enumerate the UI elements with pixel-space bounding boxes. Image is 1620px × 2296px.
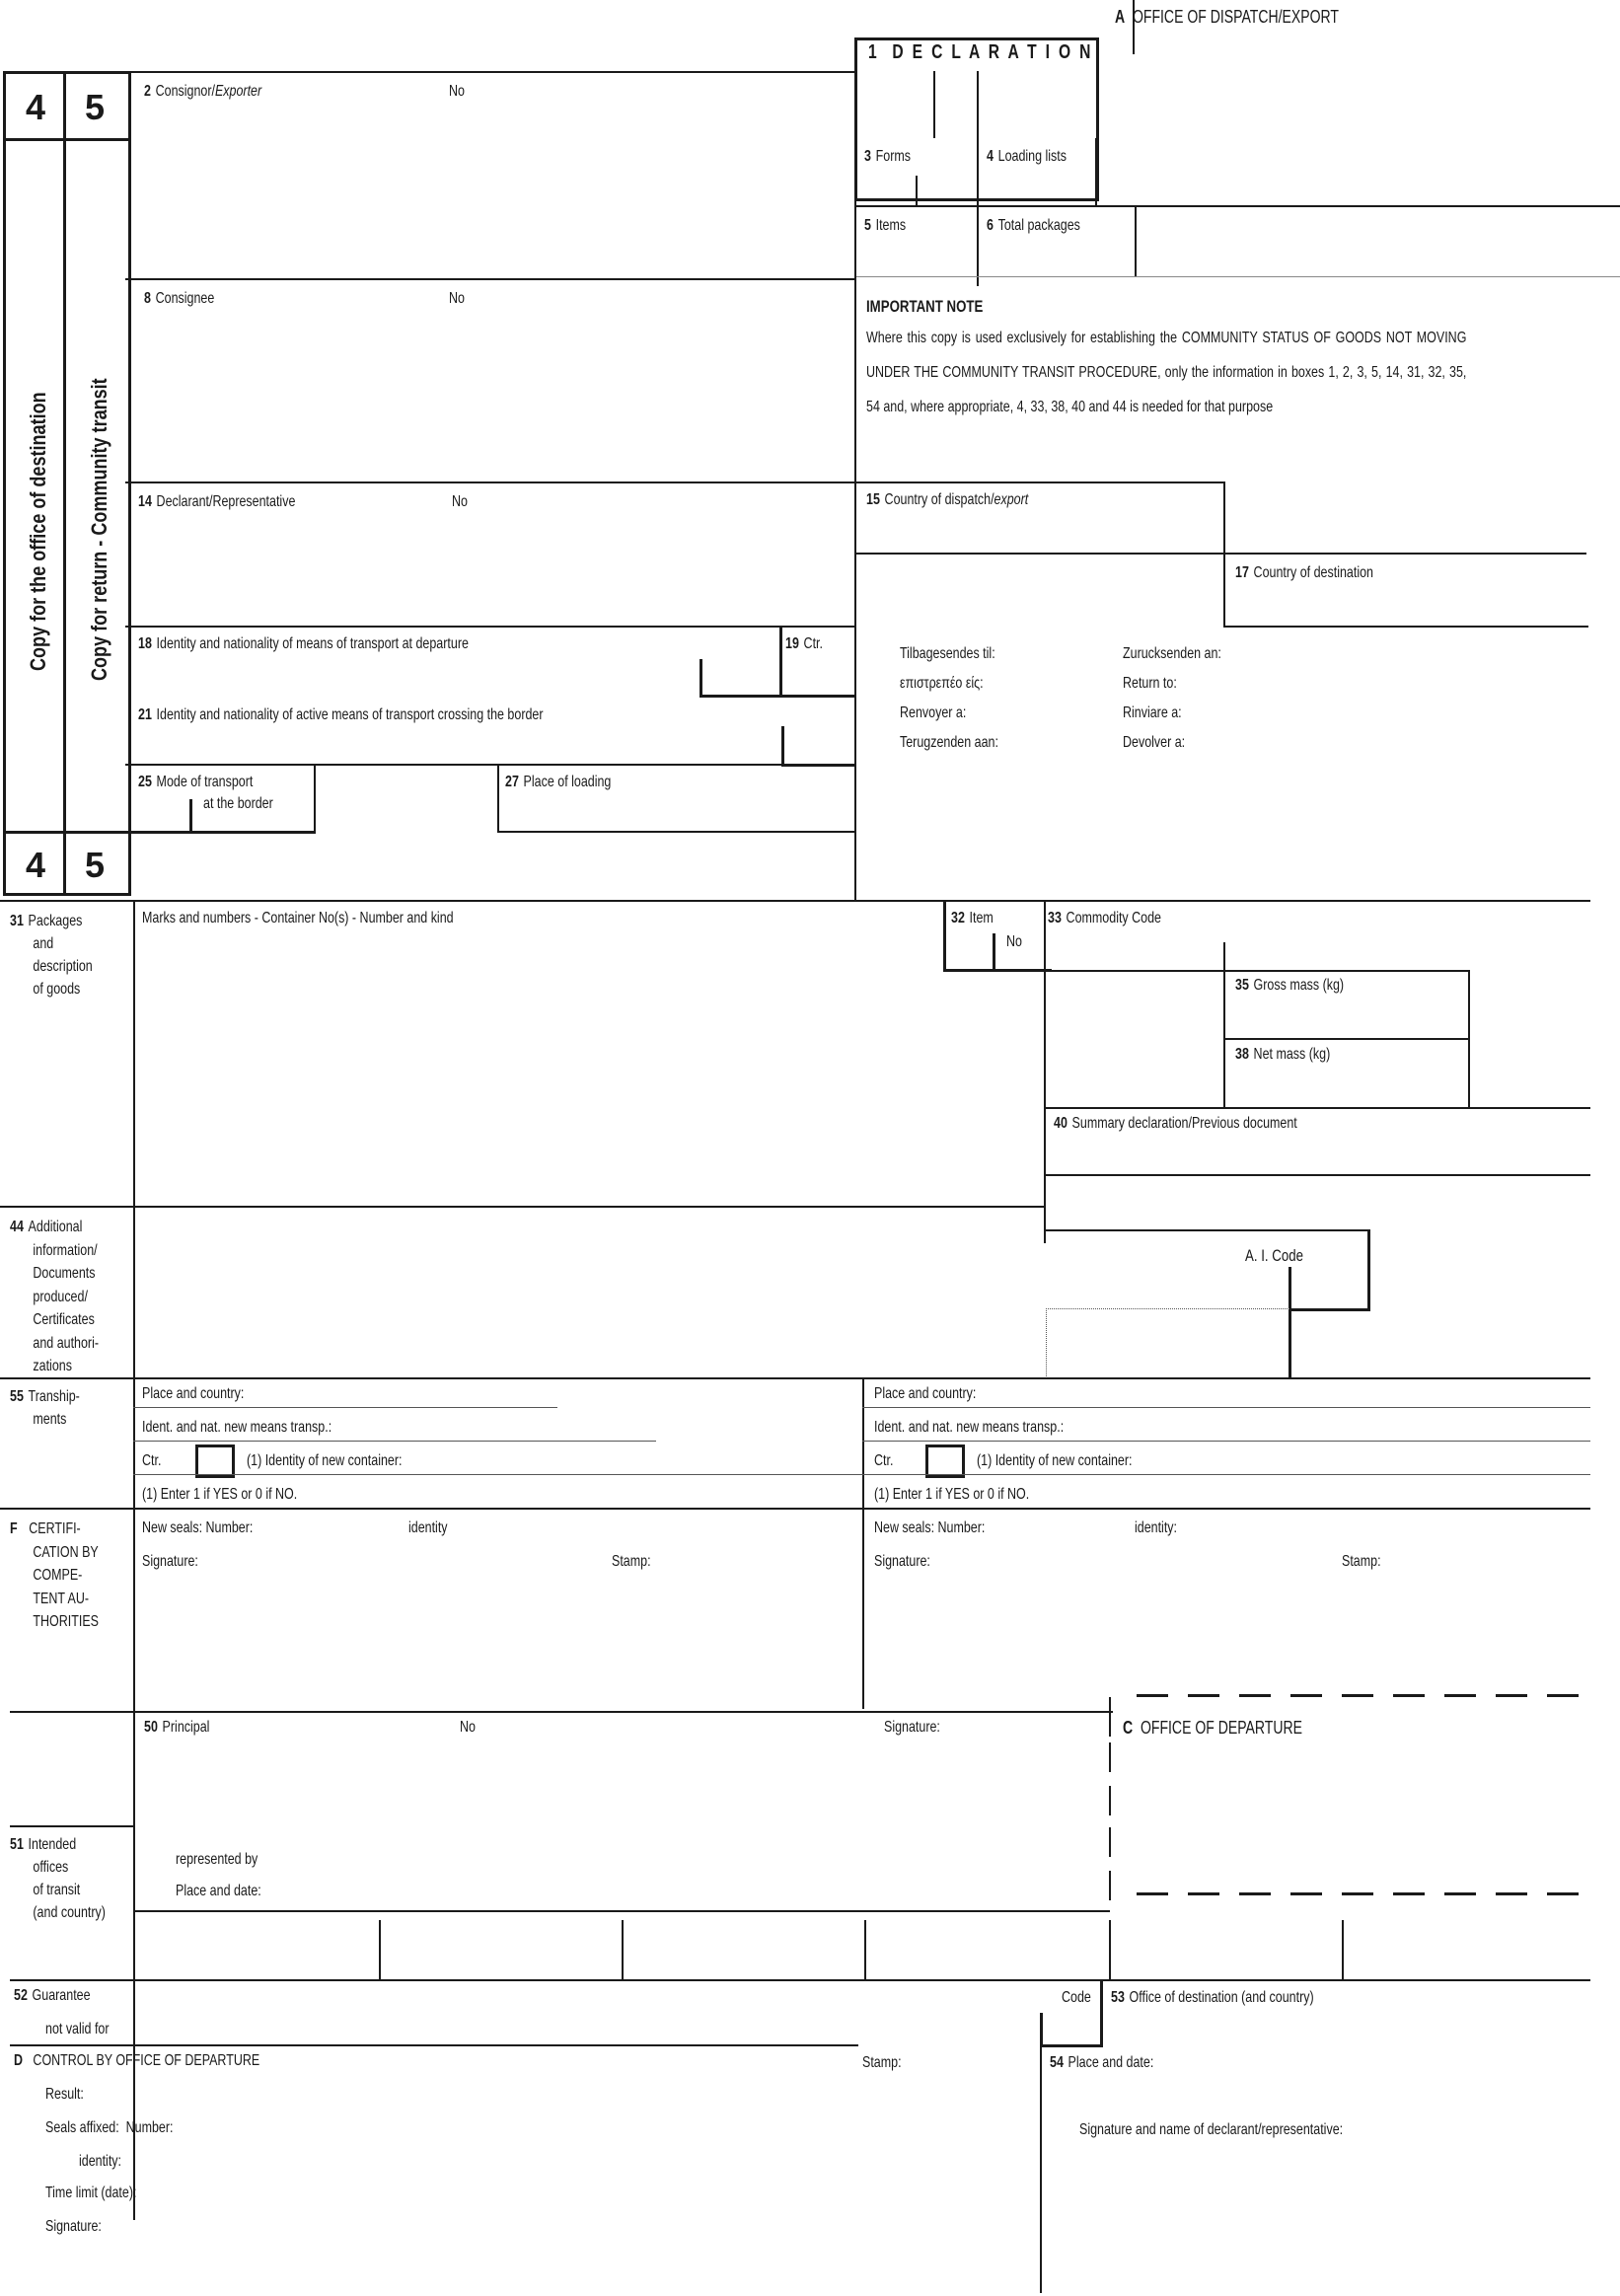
box-50-no: No <box>460 1719 476 1736</box>
divider <box>125 481 1225 483</box>
box-54-label: 54 Place and date: <box>1050 2054 1154 2071</box>
box-50-label: 50 Principal <box>144 1719 210 1736</box>
return-to-col2 <box>1123 639 1221 758</box>
box-50-represented: represented by <box>176 1851 258 1868</box>
box-44-label: 44 Additional information/ Documents produced/ Certificates and authori- zations <box>10 1219 100 1374</box>
box-d-identity: identity: <box>79 2153 122 2170</box>
box-d-time-limit: Time limit (date): <box>45 2185 137 2201</box>
divider <box>0 900 1590 902</box>
divider <box>125 278 855 280</box>
cert-right-seals: New seals: Number: <box>874 1519 986 1536</box>
box-4-label: 4 Loading lists <box>987 148 1068 165</box>
box-40-label: 40 Summary declaration/Previous document <box>1054 1115 1297 1132</box>
divider <box>189 799 192 833</box>
return-to-fr: Renvoyer a: <box>900 704 967 721</box>
divider <box>1223 481 1225 628</box>
copy-5-label: Copy for return - Community transit <box>87 378 111 681</box>
copy-5-number-bottom: 5 <box>84 845 106 885</box>
divider <box>1095 138 1097 207</box>
tranship-left-container: (1) Identity of new container: <box>247 1452 403 1469</box>
return-to-en: Return to: <box>1123 675 1177 692</box>
divider <box>1367 1229 1370 1310</box>
box-33-label: 33 Commodity Code <box>1048 910 1161 926</box>
divider <box>700 659 702 697</box>
return-to-es: Devolver a: <box>1123 734 1186 751</box>
divider <box>0 1206 1046 1208</box>
divider <box>133 1474 863 1475</box>
tranship-left-note: (1) Enter 1 if YES or 0 if NO. <box>142 1486 298 1503</box>
dashed-divider <box>1137 1892 1590 1895</box>
divider <box>993 933 995 971</box>
divider <box>125 764 855 766</box>
divider <box>125 626 855 628</box>
tranship-right-place: Place and country: <box>874 1385 977 1402</box>
divider <box>700 695 855 698</box>
box-53-label: 53 Office of destination (and country) <box>1111 1989 1314 2006</box>
tranship-right-note: (1) Enter 1 if YES or 0 if NO. <box>874 1486 1030 1503</box>
important-note-text: Where this copy is used exclusively for establishing the COMMUNITY STATUS OF GOODS NOT MOVING UNDER THE COMMUNITY TRANSIT PROCEDURE, only the information in boxes 1, 2, 3, 5, 14, 31, 32, 35, 54 and, where appropriate, 4, 33, 38, 40 and 44 is needed for that purpose <box>866 330 1467 415</box>
box-5-label: 5 Items <box>864 217 907 234</box>
box-25-label: 25 Mode of transport <box>138 774 254 790</box>
box-32-label: 32 Item <box>951 910 994 926</box>
divider <box>1223 942 1225 1108</box>
box-21-label: 21 Identity and nationality of active means of transport crossing the border <box>138 706 544 723</box>
divider <box>3 138 128 141</box>
divider <box>379 1920 381 1979</box>
divider <box>943 969 1052 972</box>
divider <box>125 71 855 73</box>
box-3-label: 3 Forms <box>864 148 911 165</box>
box-c-title: C OFFICE OF DEPARTURE <box>1123 1718 1303 1738</box>
divider <box>1100 1981 1103 2046</box>
box-52-code: Code <box>1062 1989 1091 2006</box>
divider <box>314 764 316 833</box>
box-2-no: No <box>449 83 465 100</box>
box-52-label: 52 Guarantee <box>14 1987 91 2004</box>
divider <box>1223 1038 1470 1040</box>
box-50-place-date: Place and date: <box>176 1883 261 1899</box>
return-to-el: επιστρεπέο είς: <box>900 675 984 692</box>
copy-4-number-bottom: 4 <box>25 845 46 885</box>
box-19-label: 19 Ctr. <box>785 635 823 652</box>
tranship-right-ctr: Ctr. <box>874 1452 894 1469</box>
box-6-label: 6 Total packages <box>987 217 1080 234</box>
box-d-seals: Seals affixed: Number: <box>45 2119 174 2136</box>
return-to-da: Tilbagesendes til: <box>900 645 995 662</box>
divider <box>10 1711 1113 1713</box>
box-17-label: 17 Country of destination <box>1235 564 1373 581</box>
cert-right-signature: Signature: <box>874 1553 930 1570</box>
divider <box>1040 2013 1043 2046</box>
box-35-label: 35 Gross mass (kg) <box>1235 977 1345 994</box>
divider <box>1109 1871 1111 1900</box>
divider <box>1044 970 1470 972</box>
divider <box>1044 1107 1590 1109</box>
cert-right-stamp: Stamp: <box>1342 1553 1381 1570</box>
divider <box>133 1910 1110 1912</box>
box-8-label: 8 Consignee <box>144 290 215 307</box>
cert-right-identity: identity: <box>1135 1519 1178 1536</box>
divider <box>0 1508 1590 1510</box>
divider <box>862 1379 864 1709</box>
divider <box>781 726 784 766</box>
divider <box>133 1441 656 1442</box>
tranship-right-ident: Ident. and nat. new means transp.: <box>874 1419 1065 1436</box>
box-d-result: Result: <box>45 2086 84 2103</box>
divider <box>916 176 918 207</box>
copy-4-number-top: 4 <box>25 87 46 127</box>
divider <box>1109 1742 1111 1772</box>
divider <box>125 831 316 834</box>
box-8-no: No <box>449 290 465 307</box>
box-54-signature: Signature and name of declarant/representative: <box>1079 2121 1344 2138</box>
divider <box>854 37 856 902</box>
divider <box>1109 1920 1111 1979</box>
box-27-label: 27 Place of loading <box>505 774 612 790</box>
copy-5-number-top: 5 <box>84 87 106 127</box>
divider <box>854 276 1620 277</box>
divider <box>1044 902 1046 1243</box>
ai-code-label: A. I. Code <box>1245 1246 1303 1265</box>
divider <box>133 902 135 2220</box>
divider <box>862 1407 1590 1408</box>
ai-code-field <box>1046 1308 1289 1378</box>
divider <box>779 626 782 697</box>
cert-left-stamp: Stamp: <box>612 1553 651 1570</box>
box-d-stamp: Stamp: <box>862 2054 902 2071</box>
box-f-label: F CERTIFI- CATION BY COMPE- TENT AU- THORITIES <box>10 1520 99 1630</box>
box-14-label: 14 Declarant/Representative <box>138 493 296 510</box>
box-25-label-line2: at the border <box>203 795 273 812</box>
cert-left-seals: New seals: Number: <box>142 1519 254 1536</box>
divider <box>933 71 935 138</box>
box-55-label: 55 Tranship- ments <box>10 1388 80 1428</box>
divider <box>1135 207 1137 276</box>
box-d-title: D CONTROL BY OFFICE OF DEPARTURE <box>14 2052 260 2069</box>
tranship-left-ctr: Ctr. <box>142 1452 162 1469</box>
divider <box>10 1825 134 1827</box>
divider <box>1040 2044 1103 2047</box>
return-to-nl: Terugzenden aan: <box>900 734 998 751</box>
divider <box>0 1377 1590 1379</box>
box-15-label: 15 Country of dispatch/export <box>866 491 1029 508</box>
divider <box>862 1474 1590 1475</box>
divider <box>856 553 1586 555</box>
divider <box>3 831 128 834</box>
box-32-no: No <box>1006 933 1022 950</box>
dashed-divider <box>1137 1694 1590 1697</box>
divider <box>943 902 946 971</box>
important-note-title: IMPORTANT NOTE <box>866 297 984 316</box>
divider <box>977 138 979 286</box>
return-to-col1 <box>900 639 998 758</box>
divider <box>1044 1229 1369 1231</box>
tranship-right-ctr-checkbox[interactable] <box>925 1444 965 1478</box>
divider <box>10 1979 1590 1981</box>
return-to-it: Rinviare a: <box>1123 704 1182 721</box>
divider <box>133 1407 557 1408</box>
divider <box>1109 1786 1111 1815</box>
divider <box>622 1920 624 1979</box>
box-50-signature: Signature: <box>884 1719 940 1736</box>
tranship-left-place: Place and country: <box>142 1385 245 1402</box>
box-31-label: 31 Packages and description of goods <box>10 913 93 998</box>
tranship-right-container: (1) Identity of new container: <box>977 1452 1133 1469</box>
box-d-signature: Signature: <box>45 2218 102 2235</box>
divider <box>977 71 979 138</box>
divider <box>1040 2046 1042 2293</box>
divider <box>497 764 499 833</box>
divider <box>1223 626 1588 628</box>
divider <box>1289 1308 1370 1311</box>
divider <box>864 1920 866 1979</box>
cert-left-signature: Signature: <box>142 1553 198 1570</box>
divider <box>1044 1174 1590 1176</box>
divider <box>1109 1827 1111 1857</box>
box-2-label: 2 Consignor/Exporter <box>144 83 262 100</box>
box-14-no: No <box>452 493 468 510</box>
box-52-not-valid: not valid for <box>45 2021 110 2037</box>
divider <box>63 71 66 896</box>
tranship-left-ident: Ident. and nat. new means transp.: <box>142 1419 332 1436</box>
box-51-label: 51 Intended offices of transit (and country) <box>10 1836 106 1921</box>
divider <box>862 1441 1590 1442</box>
cert-left-identity: identity <box>408 1519 448 1536</box>
divider <box>497 831 855 833</box>
box-31-marks: Marks and numbers - Container No(s) - Number and kind <box>142 910 454 926</box>
box-38-label: 38 Net mass (kg) <box>1235 1046 1331 1063</box>
divider <box>1342 1920 1344 1979</box>
copy-4-label: Copy for the office of destination <box>26 392 50 671</box>
divider <box>1109 1697 1111 1737</box>
box-18-label: 18 Identity and nationality of means of transport at departure <box>138 635 469 652</box>
declaration-label: 1 D E C L A R A T I O N <box>868 41 1093 63</box>
divider <box>10 2044 858 2046</box>
return-to-de: Zurucksenden an: <box>1123 645 1221 662</box>
tranship-left-ctr-checkbox[interactable] <box>195 1444 235 1478</box>
box-a-title: A OFFICE OF DISPATCH/EXPORT <box>1115 7 1340 27</box>
divider <box>854 205 1620 207</box>
